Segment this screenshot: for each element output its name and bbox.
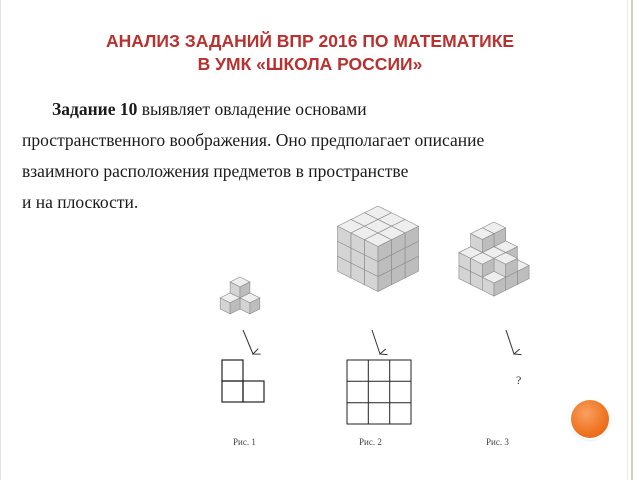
slide-title-line-2: В УМК «ШКОЛА РОССИИ» xyxy=(197,54,423,74)
task-description-line-2: пространственного воображения. Оно предполагает описание xyxy=(22,130,485,150)
slide-title-line-1: АНАЛИЗ ЗАДАНИЙ ВПР 2016 ПО МАТЕМАТИКЕ xyxy=(105,31,515,51)
figure-3-cube-stack xyxy=(459,222,529,296)
figure-1-cube-stack xyxy=(220,277,260,314)
figure-2-cube-stack xyxy=(338,206,419,292)
task-description-line-1-text: выявляет овладение основами xyxy=(137,99,367,119)
figure-3-arrow xyxy=(506,330,514,354)
figure-1-top-view-grid xyxy=(222,360,264,402)
figure-3-unknown-mark: ? xyxy=(516,373,522,387)
task-description-line-4: и на плоскости. xyxy=(22,192,139,212)
task-description-line-3: взаимного расположения предметов в пространстве xyxy=(22,161,409,181)
figure-2-caption: Рис. 2 xyxy=(359,437,382,447)
figure-3-caption: Рис. 3 xyxy=(486,437,509,447)
figure-1-caption: Рис. 1 xyxy=(233,437,256,447)
figure-1-arrow xyxy=(243,330,253,354)
figure-2-arrow xyxy=(372,330,380,354)
task-label: Задание 10 xyxy=(52,99,138,119)
figure-2-top-view-grid xyxy=(347,360,411,424)
decorative-orange-circle xyxy=(571,400,609,438)
